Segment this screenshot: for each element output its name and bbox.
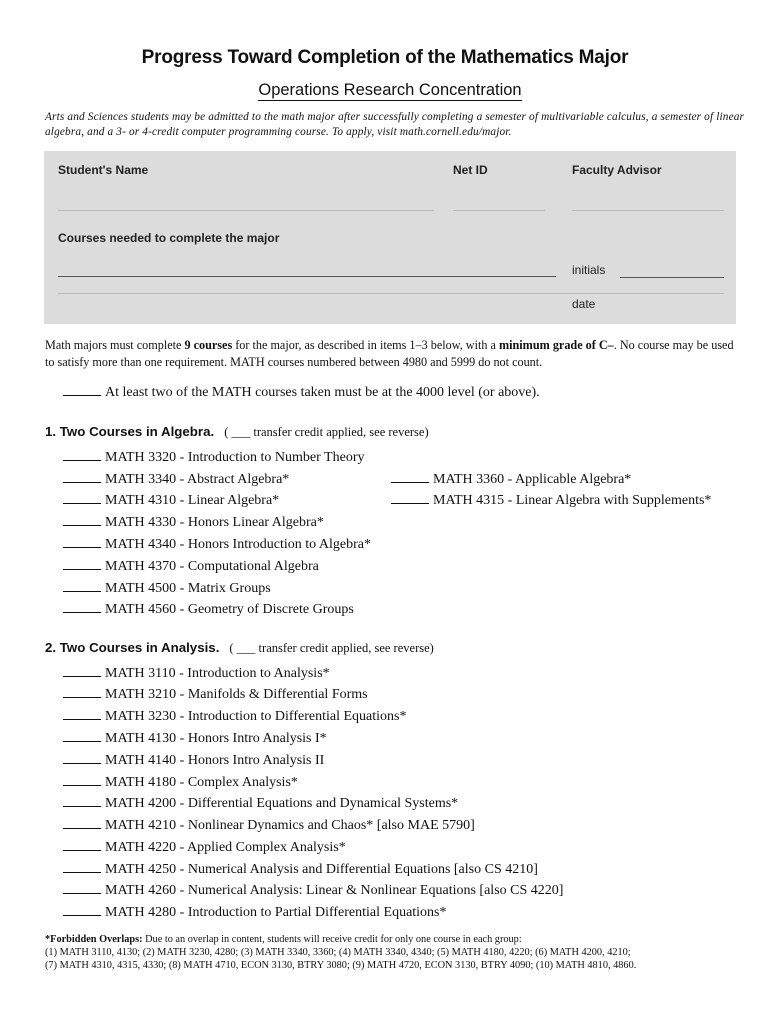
initials-field[interactable] (620, 277, 724, 278)
course-label: MATH 4260 - Numerical Analysis: Linear & Nonlinear Equations [also CS 4220] (105, 883, 564, 898)
course-label: MATH 3210 - Manifolds & Differential Forms (105, 687, 368, 702)
course-label: MATH 3230 - Introduction to Differential Equations* (105, 709, 407, 724)
requirements-text-3: . No course may be used to satisfy more than one requirement. MATH courses numbered between 4980 and 5999 do not count. (45, 338, 734, 369)
section-analysis-heading (45, 640, 434, 656)
course-label: MATH 4315 - Linear Algebra with Supplements* (433, 493, 712, 508)
course-label: MATH 4340 - Honors Introduction to Algebra* (105, 537, 371, 552)
requirements-course-count: 9 courses (184, 338, 233, 352)
level-requirement-text: At least two of the MATH courses taken must be at the 4000 level (or above). (105, 385, 540, 400)
course-row (63, 730, 327, 747)
course-row (63, 686, 368, 703)
checkoff-blank[interactable] (63, 665, 101, 677)
course-row (63, 536, 371, 553)
course-label: MATH 4180 - Complex Analysis* (105, 775, 298, 790)
course-row (63, 817, 475, 834)
checkoff-blank[interactable] (63, 839, 101, 851)
course-label: MATH 4280 - Introduction to Partial Differential Equations* (105, 905, 447, 920)
course-row (63, 449, 364, 466)
checkoff-blank[interactable] (63, 708, 101, 720)
level-requirement-row (63, 384, 540, 401)
net-id-label: Net ID (453, 163, 488, 177)
section-algebra-heading (45, 424, 429, 440)
footnote-line-3: (7) MATH 4310, 4315, 4330; (8) MATH 4710, ECON 3130, BTRY 3080; (9) MATH 4720, ECON 3130, BTRY 4090; (10) MATH 4810, 4860. (45, 960, 637, 971)
checkoff-blank[interactable] (63, 471, 101, 483)
course-row (63, 558, 319, 575)
course-row (63, 861, 538, 878)
course-row (63, 774, 298, 791)
faculty-advisor-label: Faculty Advisor (572, 163, 662, 177)
initials-label: initials (572, 263, 606, 277)
checkoff-blank[interactable] (391, 471, 429, 483)
checkoff-blank[interactable] (63, 817, 101, 829)
checkoff-blank[interactable] (63, 774, 101, 786)
course-row (391, 492, 711, 509)
course-row (63, 904, 447, 921)
student-name-label: Student's Name (58, 163, 149, 177)
course-label: MATH 4330 - Honors Linear Algebra* (105, 515, 324, 530)
net-id-field[interactable] (453, 210, 545, 211)
footnote-label: *Forbidden Overlaps: (45, 934, 143, 945)
requirements-min-grade: minimum grade of C– (498, 338, 614, 352)
footnote-line-2: (1) MATH 3110, 4130; (2) MATH 3230, 4280; (3) MATH 3340, 3360; (4) MATH 3340, 4340; (5) MATH 4180, 4220; (6) MATH 4200, 4210; (45, 947, 631, 958)
course-label: MATH 4220 - Applied Complex Analysis* (105, 840, 346, 855)
page-subtitle (0, 81, 770, 100)
course-row (391, 471, 631, 488)
student-info-form (44, 151, 736, 324)
section-algebra-transfer-note: ( ___ transfer credit applied, see reverse) (224, 425, 429, 439)
faculty-advisor-field[interactable] (572, 210, 724, 211)
courses-needed-label: Courses needed to complete the major (58, 231, 280, 245)
checkoff-blank[interactable] (63, 384, 101, 396)
checkoff-blank[interactable] (63, 558, 101, 570)
section-analysis-transfer-note: ( ___ transfer credit applied, see reverse) (229, 641, 434, 655)
checkoff-blank[interactable] (63, 601, 101, 613)
checkoff-blank[interactable] (63, 492, 101, 504)
section-algebra-title: 1. Two Courses in Algebra. (45, 424, 215, 439)
course-label: MATH 4560 - Geometry of Discrete Groups (105, 602, 354, 617)
course-label: MATH 4370 - Computational Algebra (105, 559, 319, 574)
checkoff-blank[interactable] (63, 795, 101, 807)
course-row (63, 708, 406, 725)
checkoff-blank[interactable] (63, 882, 101, 894)
course-label: MATH 3110 - Introduction to Analysis* (105, 666, 330, 681)
course-row (63, 492, 279, 509)
checkoff-blank[interactable] (63, 536, 101, 548)
course-label: MATH 3360 - Applicable Algebra* (433, 472, 632, 487)
course-label: MATH 4250 - Numerical Analysis and Differential Equations [also CS 4210] (105, 862, 538, 877)
checkoff-blank[interactable] (391, 492, 429, 504)
course-label: MATH 4500 - Matrix Groups (105, 581, 271, 596)
course-label: MATH 4210 - Nonlinear Dynamics and Chaos* [also MAE 5790] (105, 818, 475, 833)
requirements-text-1: Math majors must complete (45, 338, 185, 352)
course-label: MATH 3340 - Abstract Algebra* (105, 472, 290, 487)
checkoff-blank[interactable] (63, 904, 101, 916)
course-row (63, 882, 563, 899)
subtitle-text: Operations Research Concentration (258, 81, 522, 99)
courses-needed-field[interactable] (58, 276, 556, 277)
course-row (63, 514, 324, 531)
checkoff-blank[interactable] (63, 861, 101, 873)
student-name-field[interactable] (58, 210, 434, 211)
checkoff-blank[interactable] (63, 580, 101, 592)
checkoff-blank[interactable] (63, 449, 101, 461)
checkoff-blank[interactable] (63, 752, 101, 764)
course-row (63, 752, 324, 769)
course-row (63, 601, 354, 618)
course-label: MATH 3320 - Introduction to Number Theory (105, 450, 365, 465)
form-divider (58, 293, 724, 294)
date-label: date (572, 297, 596, 311)
checkoff-blank[interactable] (63, 514, 101, 526)
course-row (63, 580, 271, 597)
requirements-paragraph (45, 337, 745, 371)
course-row (63, 471, 289, 488)
footnote-line-1 (45, 933, 745, 946)
section-analysis-title: 2. Two Courses in Analysis. (45, 640, 220, 655)
course-row (63, 839, 346, 856)
checkoff-blank[interactable] (63, 686, 101, 698)
intro-paragraph: Arts and Sciences students may be admitted to the math major after successfully completing a semester of multivariable calculus, a semester of linear algebra, and a 3- or 4-credit computer programming course. To apply, visit math.cornell.edu/major. (45, 111, 745, 138)
course-label: MATH 4200 - Differential Equations and Dynamical Systems* (105, 796, 459, 811)
checkoff-blank[interactable] (63, 730, 101, 742)
course-row (63, 665, 330, 682)
course-label: MATH 4130 - Honors Intro Analysis I* (105, 731, 327, 746)
requirements-text-2: for the major, as described in items 1–3 below, with a (232, 338, 499, 352)
forbidden-overlaps-footnote (45, 933, 745, 972)
course-label: MATH 4140 - Honors Intro Analysis II (105, 753, 325, 768)
footnote-text: Due to an overlap in content, students will receive credit for only one course in each group: (142, 934, 522, 945)
course-label: MATH 4310 - Linear Algebra* (105, 493, 280, 508)
course-row (63, 795, 458, 812)
page-title: Progress Toward Completion of the Mathematics Major (141, 47, 629, 68)
